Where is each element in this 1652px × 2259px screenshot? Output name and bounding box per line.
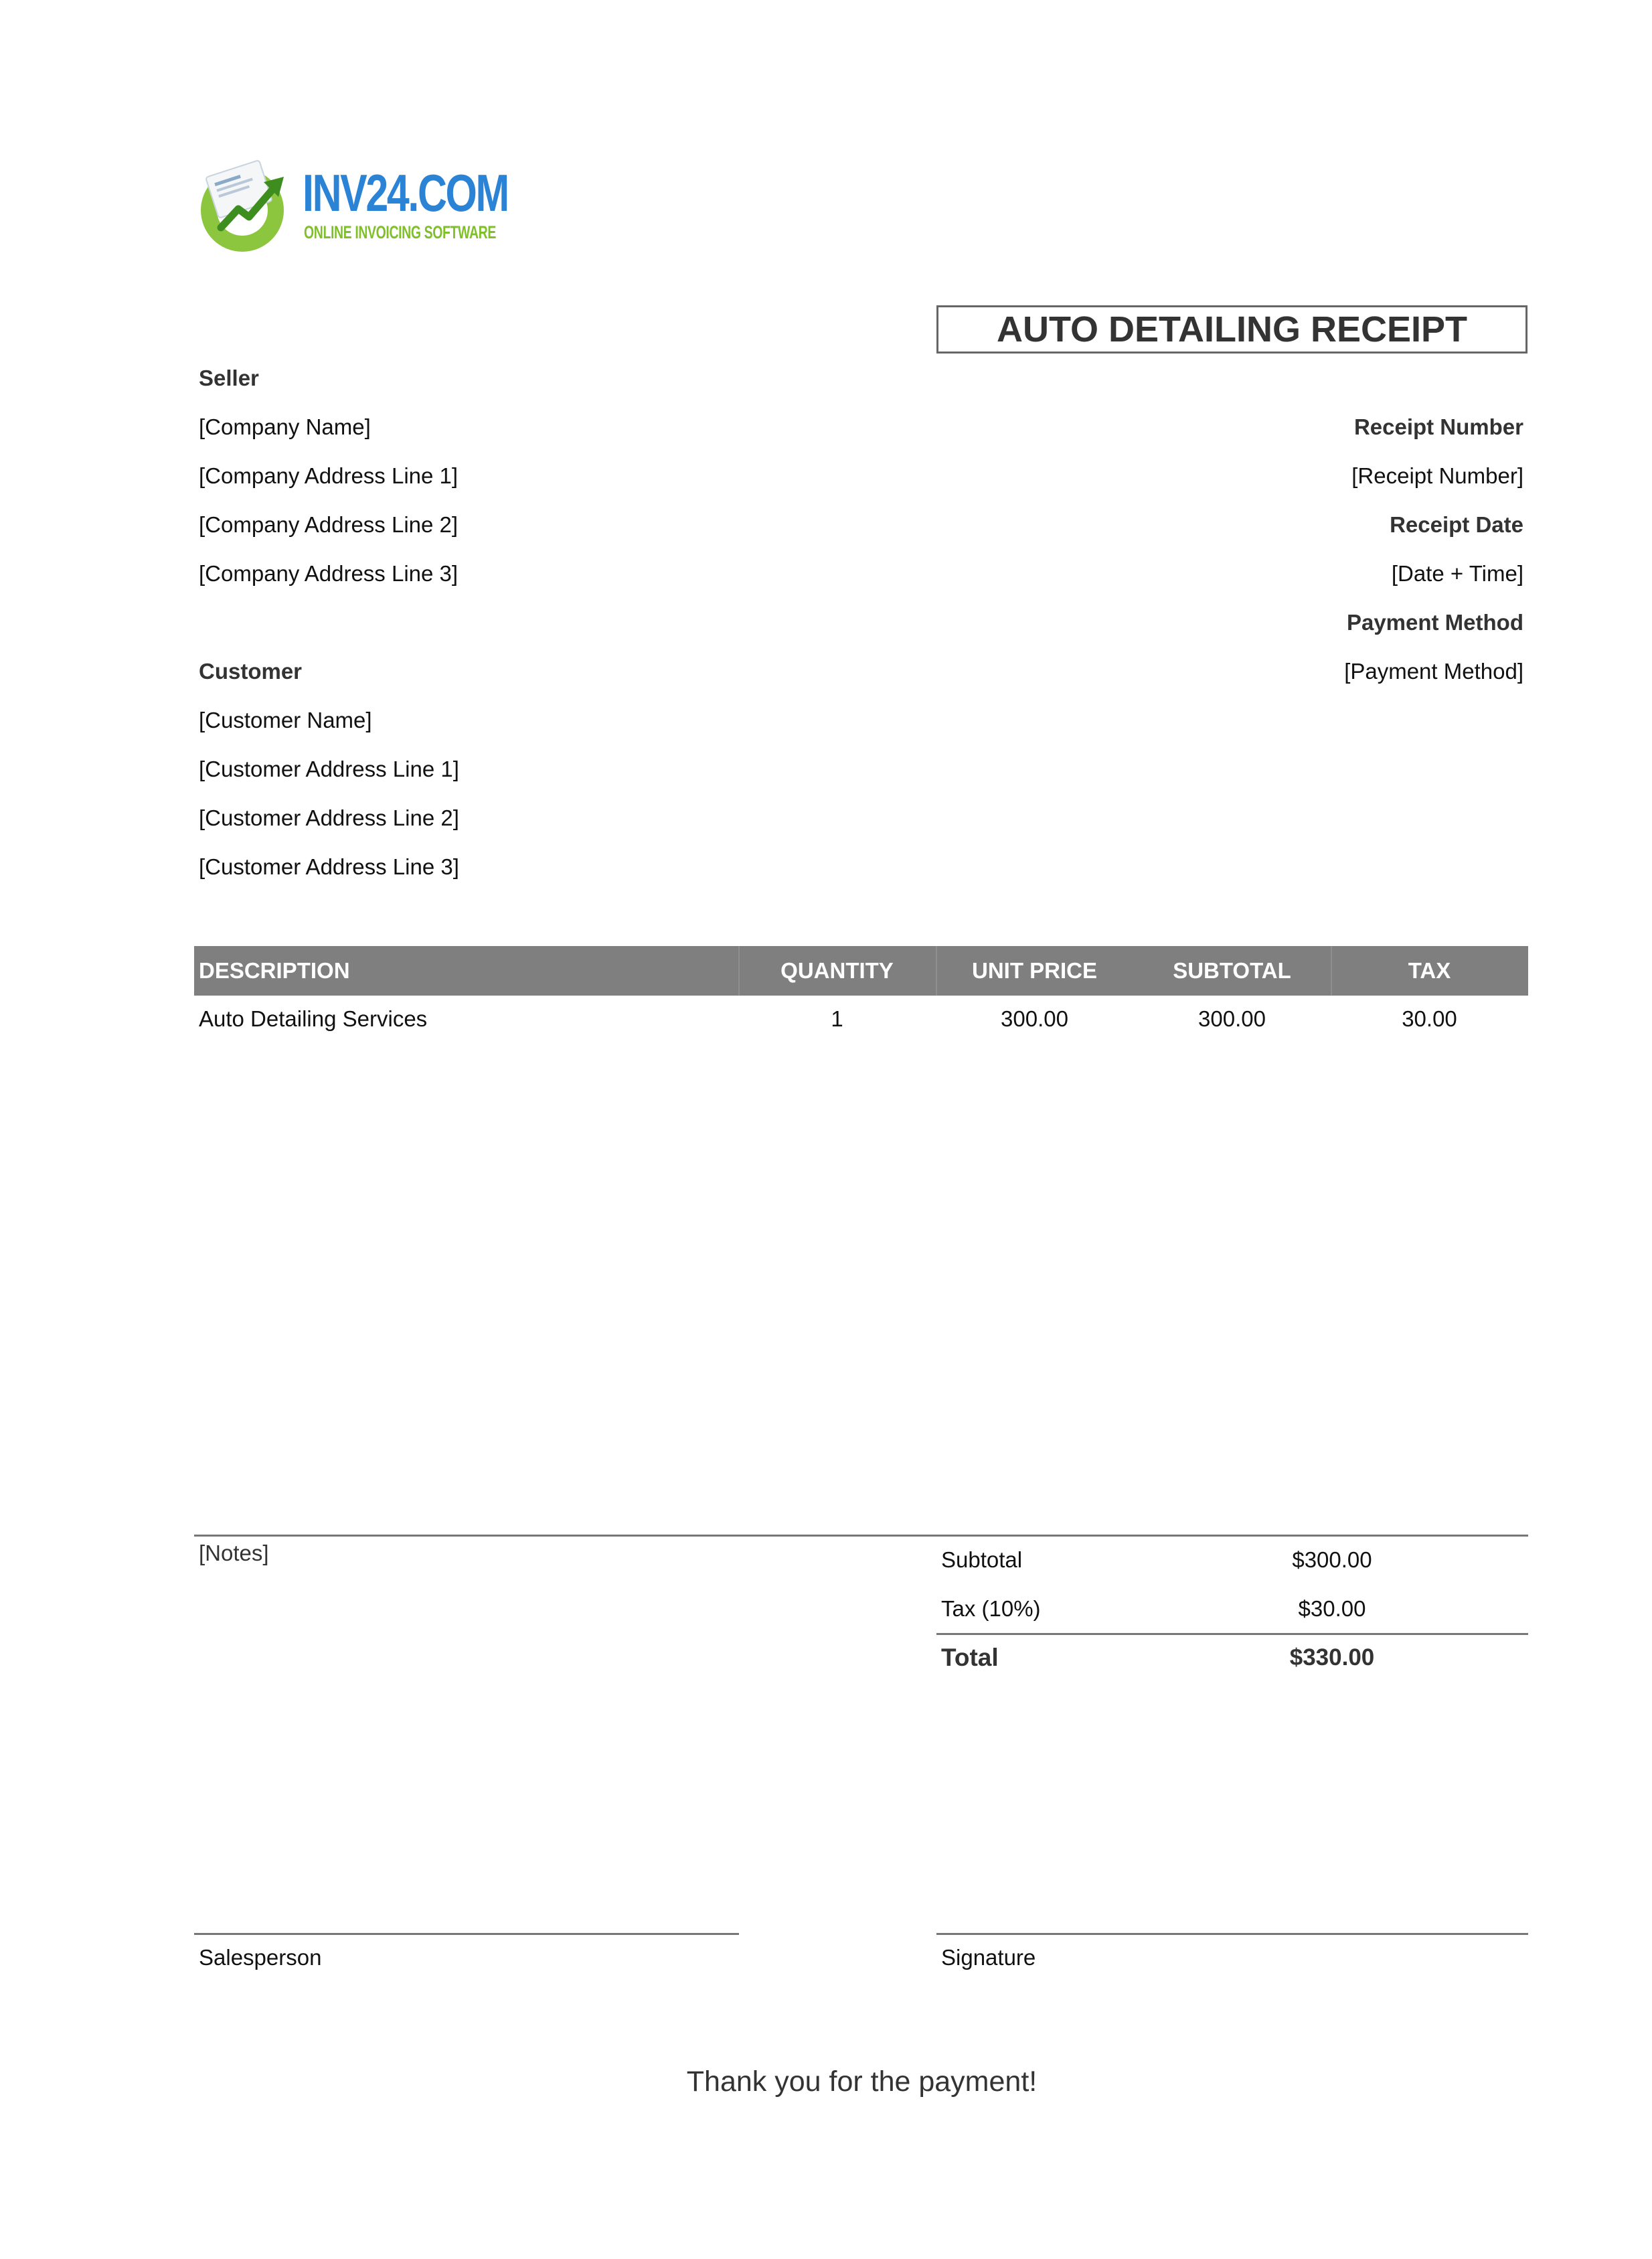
row-unit-price: 300.00	[1001, 1006, 1068, 1031]
seller-heading: Seller	[199, 366, 259, 390]
salesperson-line	[194, 1933, 739, 1935]
subtotal-value: $300.00	[1292, 1547, 1372, 1572]
seller-address-line-3: [Company Address Line 3]	[199, 561, 459, 586]
total-value: $330.00	[1289, 1644, 1375, 1670]
logo-tagline: ONLINE INVOICING SOFTWARE	[304, 222, 496, 242]
row-quantity: 1	[831, 1006, 843, 1031]
signature-line	[936, 1933, 1528, 1935]
row-tax: 30.00	[1402, 1006, 1457, 1031]
seller-address-line-2: [Company Address Line 2]	[199, 512, 459, 537]
header-quantity: QUANTITY	[780, 958, 894, 983]
header-description: DESCRIPTION	[199, 958, 350, 983]
header-tax: TAX	[1408, 958, 1451, 983]
receipt-date-label: Receipt Date	[1390, 512, 1523, 537]
thank-you-message: Thank you for the payment!	[686, 2066, 1038, 2098]
tax-label: Tax (10%)	[941, 1596, 1041, 1621]
totals-divider	[194, 1535, 1528, 1537]
seller-company-name: [Company Name]	[199, 414, 371, 439]
customer-address-line-3: [Customer Address Line 3]	[199, 854, 459, 879]
customer-address-line-1: [Customer Address Line 1]	[199, 757, 459, 781]
customer-heading: Customer	[199, 659, 303, 684]
table-row	[194, 1006, 1528, 1032]
row-subtotal: 300.00	[1198, 1006, 1266, 1031]
header-unit-price: UNIT PRICE	[971, 958, 1097, 983]
subtotal-label: Subtotal	[941, 1547, 1023, 1572]
document-title: AUTO DETAILING RECEIPT	[936, 305, 1527, 354]
notes-text: [Notes]	[199, 1541, 269, 1565]
receipt-date-value: [Date + Time]	[1391, 561, 1523, 586]
items-table-header	[194, 946, 1528, 996]
total-label: Total	[941, 1644, 999, 1671]
receipt-number-label: Receipt Number	[1353, 414, 1523, 439]
payment-method-label: Payment Method	[1346, 610, 1523, 635]
signature-label: Signature	[941, 1945, 1036, 1970]
row-description: Auto Detailing Services	[199, 1006, 428, 1031]
customer-address-line-2: [Customer Address Line 2]	[199, 805, 459, 830]
receipt-number-value: [Receipt Number]	[1351, 463, 1523, 488]
company-logo	[194, 155, 508, 256]
seller-address-line-1: [Company Address Line 1]	[199, 463, 459, 488]
logo-name: INV24.COM	[303, 163, 508, 222]
customer-name: [Customer Name]	[199, 708, 372, 732]
tax-value: $30.00	[1298, 1596, 1366, 1621]
salesperson-label: Salesperson	[199, 1945, 322, 1970]
header-subtotal: SUBTOTAL	[1173, 958, 1291, 983]
logo-emblem-icon	[194, 155, 295, 256]
total-divider	[936, 1633, 1528, 1635]
payment-method-value: [Payment Method]	[1344, 659, 1523, 684]
